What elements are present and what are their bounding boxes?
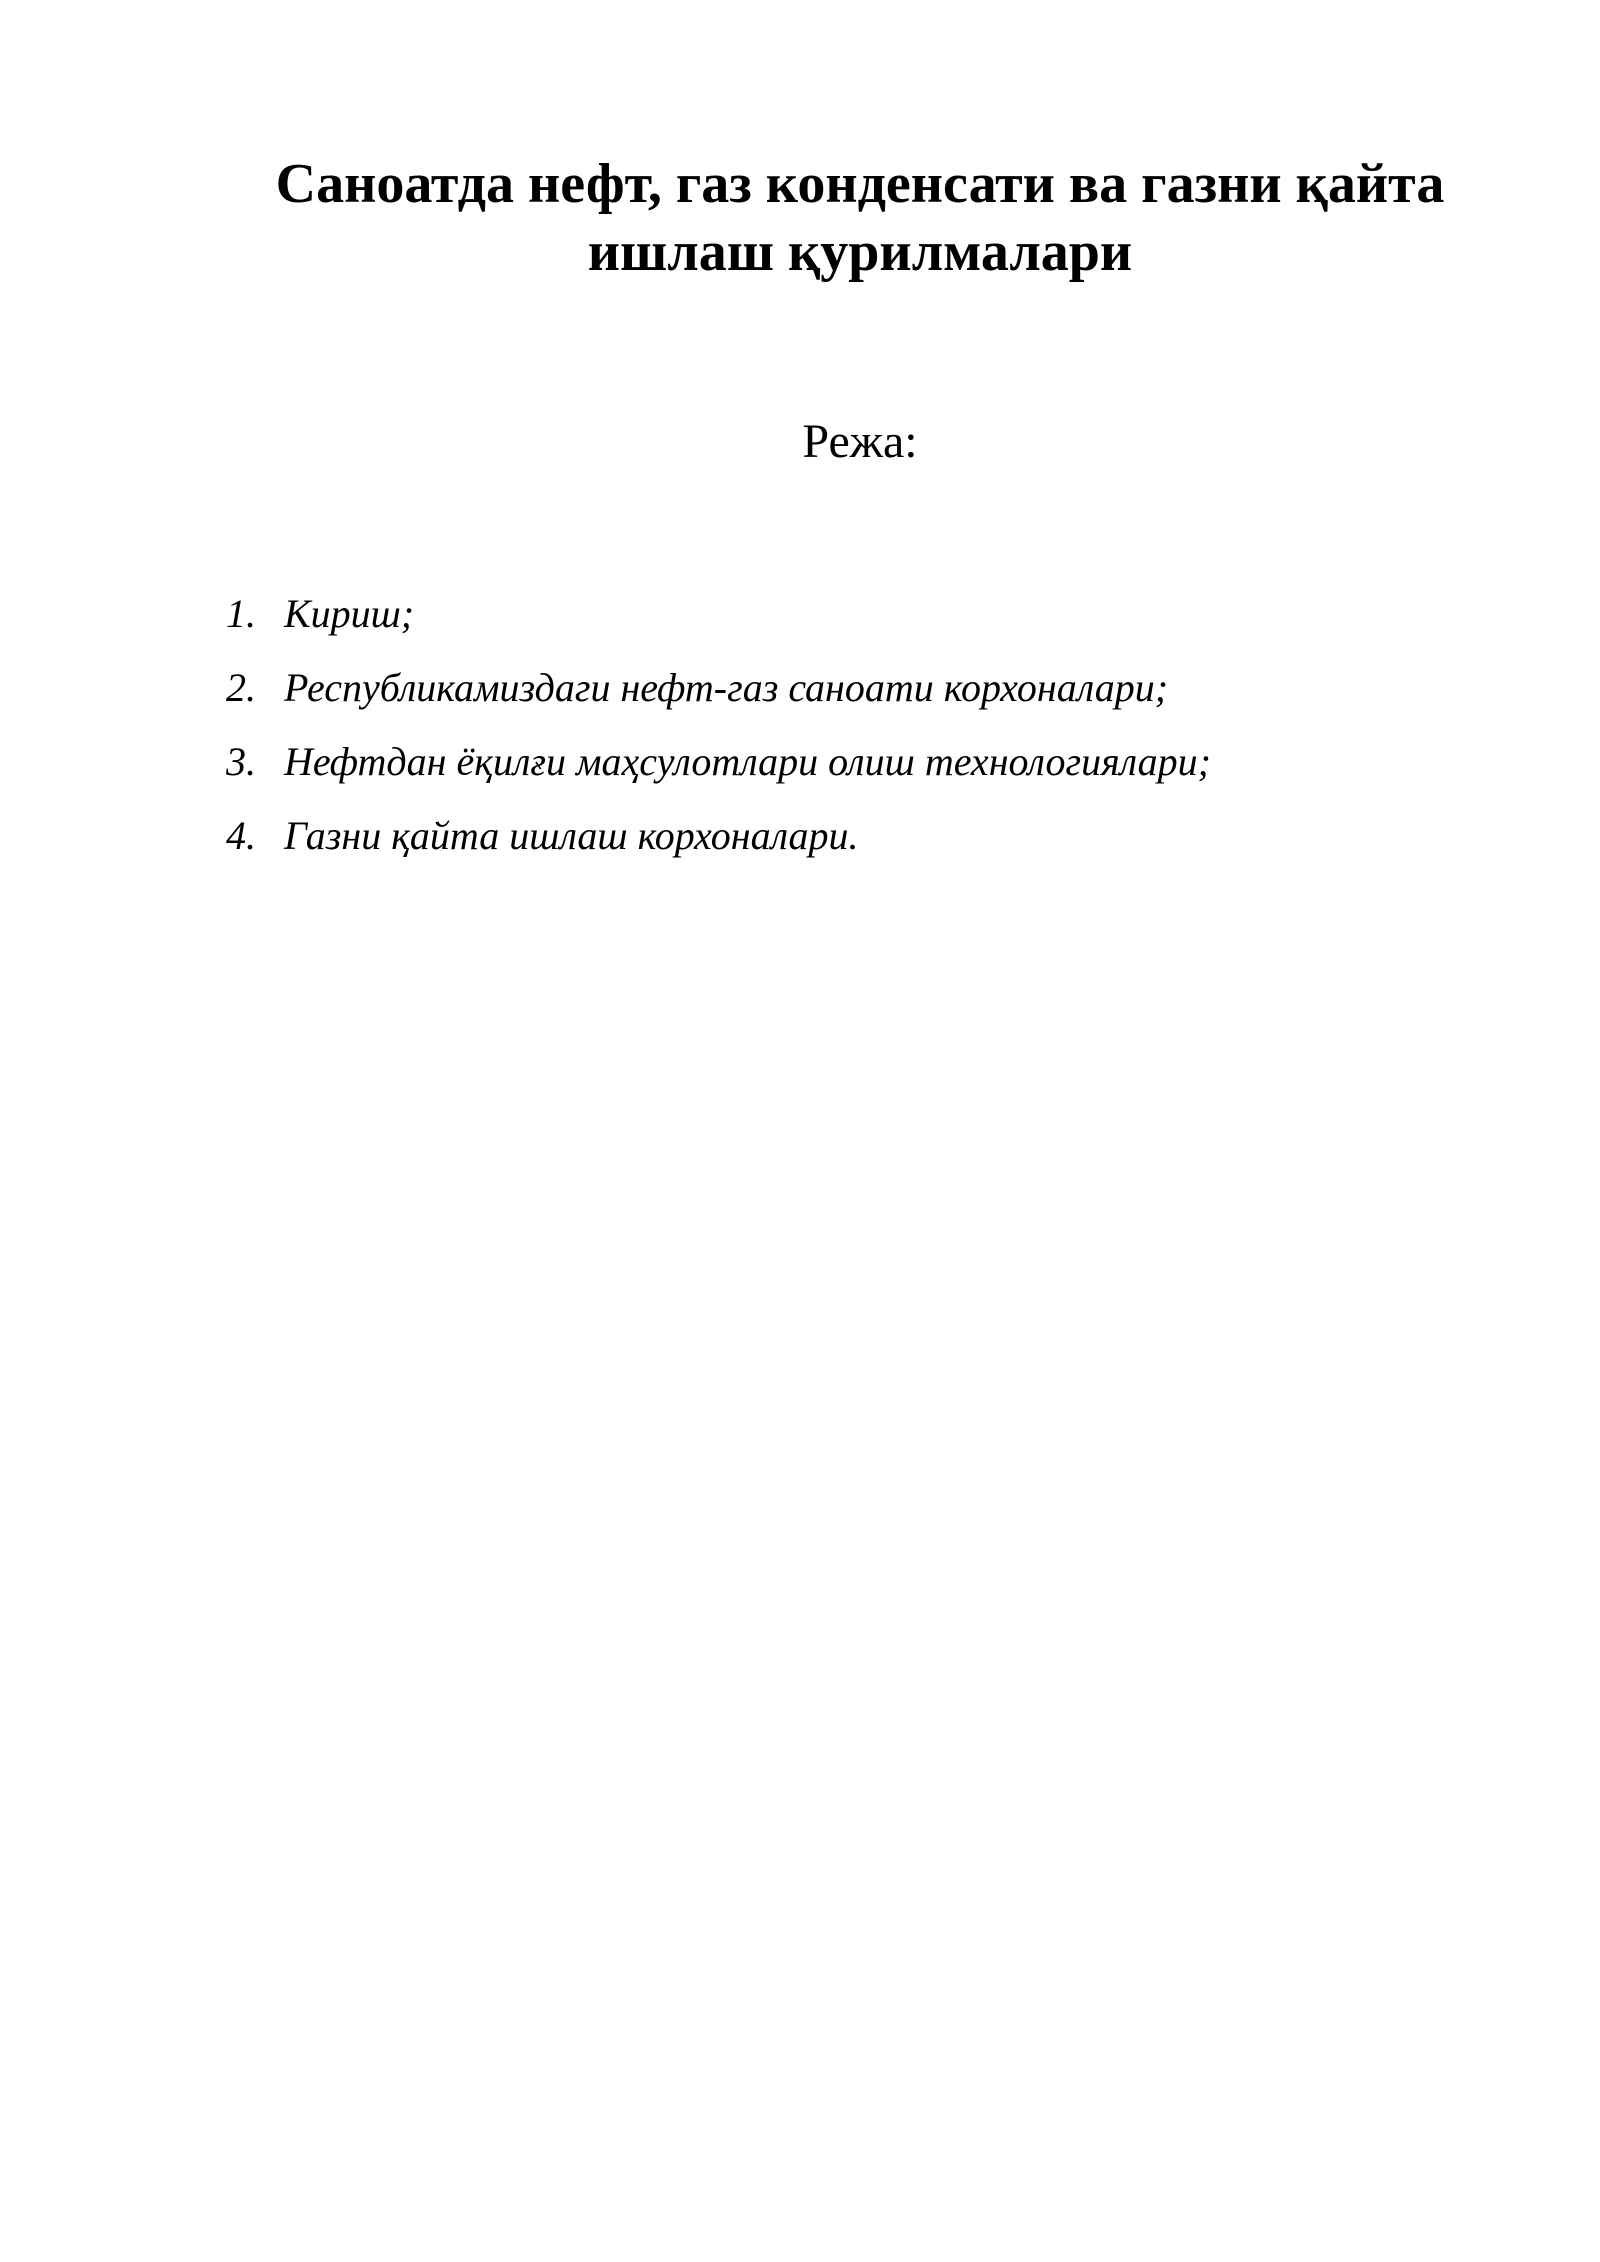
plan-item-text: Кириш; [284,591,415,636]
plan-item [226,660,1476,734]
plan-heading: Режа: [802,415,918,468]
plan-item-number: 4. [226,813,256,858]
plan-list [226,586,1476,882]
plan-item-text: Нефтдан ёқилғи маҳсулотлари олиш технологиялари; [284,739,1211,784]
plan-item-text: Республикамиздаги нефт-газ саноати корхоналари; [284,665,1169,710]
document-title [200,150,1520,286]
title-line-1: Саноатда нефт, газ конденсати ва газни қайта [275,153,1445,215]
plan-item-number: 2. [226,665,256,710]
plan-item-number: 1. [226,591,256,636]
plan-item [226,734,1476,808]
plan-item [226,586,1476,660]
plan-item-number: 3. [226,739,256,784]
title-line-2: ишлаш қурилмалари [587,221,1133,283]
plan-item [226,808,1476,882]
plan-item-text: Газни қайта ишлаш корхоналари. [284,813,859,858]
